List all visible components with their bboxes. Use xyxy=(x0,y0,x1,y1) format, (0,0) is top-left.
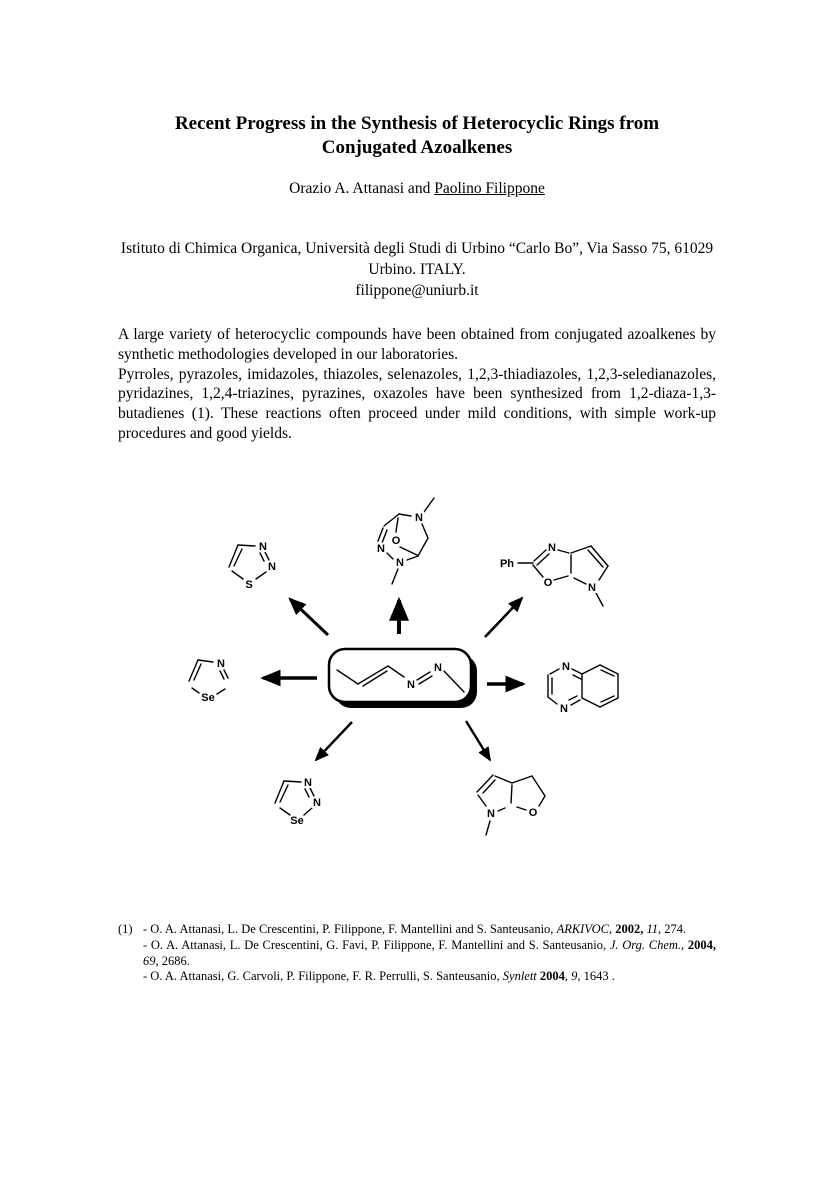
thiadiazole-structure xyxy=(229,541,276,591)
reference-item-2 xyxy=(143,938,716,970)
atom-label-ph: Ph xyxy=(499,558,515,570)
atom-label-s: S xyxy=(245,579,253,591)
selenadiazole-structure xyxy=(275,777,321,827)
central-azoalkene-box xyxy=(329,649,477,708)
atom-label-n: N xyxy=(588,582,596,594)
atom-label-n: N xyxy=(415,512,423,524)
atom-label-o: O xyxy=(543,577,553,589)
atom-label-n: N xyxy=(304,777,312,789)
atom-label-n: N xyxy=(313,797,321,809)
author-2-underlined: Paolino Filippone xyxy=(434,180,545,197)
atom-label-o: O xyxy=(528,807,538,819)
atom-label-n: N xyxy=(268,561,276,573)
reference-text-3: - O. A. Attanasi, G. Carvoli, P. Filippone, F. R. Perrulli, S. Santeusanio, Synlett 2004, 9, 1643 . xyxy=(143,969,615,984)
reference-number: (1) xyxy=(118,922,133,936)
atom-label-n: N xyxy=(434,662,442,674)
author-1: Orazio A. Attanasi and xyxy=(289,180,435,197)
box-frame xyxy=(329,649,471,702)
arrow-to-selenadiazole xyxy=(316,722,352,760)
authors-line xyxy=(0,180,834,198)
arrow-to-phenyl-oxazole xyxy=(485,598,522,637)
quinoxaline-structure xyxy=(548,661,618,715)
abstract xyxy=(118,325,716,444)
reaction-scheme-figure xyxy=(0,460,834,880)
bicyclic-oxadiazine-structure xyxy=(377,498,434,584)
abstract-paragraph-1: A large variety of heterocyclic compounds have been obtained from conjugated azoalkenes by synthetic methodologies developed in our laboratories. xyxy=(118,326,716,363)
reference-item-1 xyxy=(118,922,716,938)
selenazole-structure xyxy=(189,658,228,704)
pyrrolofuran-structure xyxy=(477,775,545,835)
atom-label-n: N xyxy=(377,543,385,555)
atom-label-se: Se xyxy=(290,815,304,827)
arrow-to-thiadiazole xyxy=(290,599,328,635)
atom-label-n: N xyxy=(560,703,568,715)
affiliation: Istituto di Chimica Organica, Università degli Studi di Urbino “Carlo Bo”, Via Sasso 75, 61029 Urbino. ITALY. xyxy=(120,240,714,278)
phenyl-oxazole-structure xyxy=(500,542,608,606)
reference-text-1: - O. A. Attanasi, L. De Crescentini, P. Filippone, F. Mantellini and S. Santeusanio, ARKIVOC, 2002, 11, 274. xyxy=(143,922,687,936)
atom-label-o: O xyxy=(391,535,401,547)
references-section xyxy=(118,922,717,985)
reference-item-3 xyxy=(143,969,716,985)
atom-label-n: N xyxy=(487,808,495,820)
arrow-to-pyrrolofuran xyxy=(466,721,490,760)
atom-label-se: Se xyxy=(201,692,215,704)
reference-text-2: - O. A. Attanasi, L. De Crescentini, G. Favi, P. Filippone, F. Mantellini and S. Santeusanio, J. Org. Chem., 2004, 69, 2686. xyxy=(143,937,717,968)
atom-label-n: N xyxy=(259,541,267,553)
paper-title: Recent Progress in the Synthesis of Heterocyclic Rings from Conjugated Azoalkenes xyxy=(174,113,660,158)
atom-label-n: N xyxy=(562,661,570,673)
atom-label-n: N xyxy=(407,679,415,691)
atom-label-n: N xyxy=(548,542,556,554)
contact-email: filippone@uniurb.it xyxy=(355,282,479,299)
atom-label-n: N xyxy=(396,557,404,569)
atom-label-n: N xyxy=(217,658,225,670)
abstract-paragraph-2: Pyrroles, pyrazoles, imidazoles, thiazoles, selenazoles, 1,2,3-thiadiazoles, 1,2,3-seledianazoles, pyridazines, 1,2,4-triazines, pyrazines, oxazoles have been synthesized from 1,2-diaza-1,3-butadienes (1). These reactions often proceed under mild conditions, with simple work-up procedures and good yields. xyxy=(118,365,716,442)
